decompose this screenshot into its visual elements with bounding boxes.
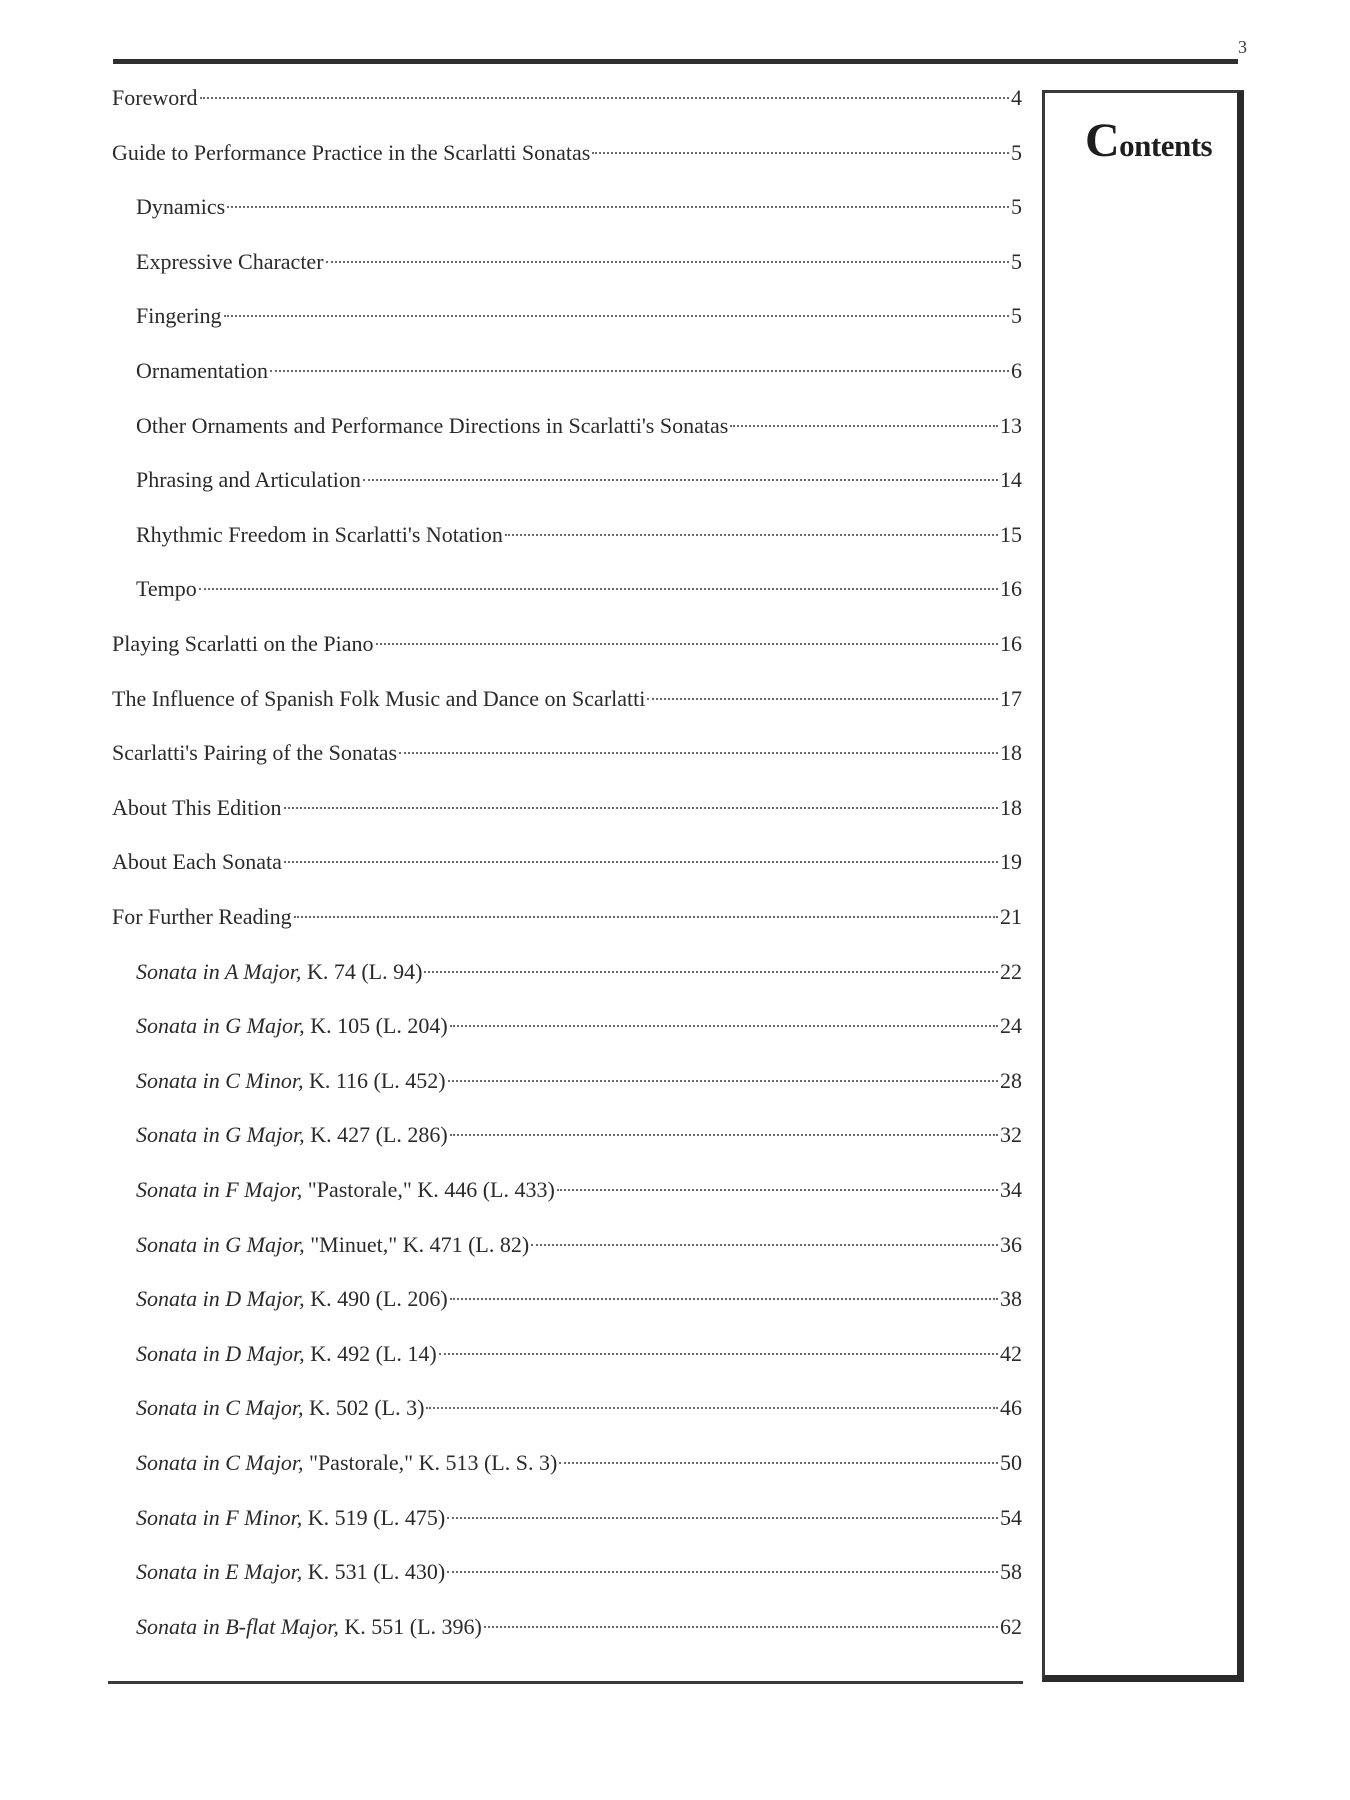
toc-entry-page: 6	[1011, 358, 1022, 383]
toc-entry-page: 14	[1000, 467, 1022, 492]
toc-entry-title	[136, 1065, 446, 1097]
toc-subentry	[136, 410, 1022, 442]
toc-sonata-catalog: K. 531 (L. 430)	[302, 1559, 446, 1584]
toc-sonata-catalog: "Pastorale," K. 513 (L. S. 3)	[303, 1450, 558, 1475]
dot-leader	[199, 588, 998, 590]
dot-leader	[592, 152, 1009, 154]
toc-sonata-entry	[136, 1119, 1022, 1151]
toc-sonata-entry	[136, 956, 1022, 988]
toc-entry-title	[136, 1010, 448, 1042]
toc-entry-title	[136, 1556, 445, 1588]
toc-sonata-entry	[136, 1065, 1022, 1097]
dot-leader	[730, 425, 998, 427]
toc-entry-title	[136, 956, 422, 988]
toc-sonata-entry	[136, 1502, 1022, 1534]
toc-entry-title: Playing Scarlatti on the Piano	[112, 631, 374, 656]
toc-sonata-key: Sonata in F Minor,	[136, 1505, 303, 1530]
toc-entry-title	[136, 1392, 424, 1424]
toc-entry-page: 34	[1000, 1177, 1022, 1202]
toc-entry-title: Foreword	[112, 85, 198, 110]
dot-leader	[647, 698, 998, 700]
dot-leader	[559, 1462, 998, 1464]
toc-entry	[112, 628, 1022, 660]
toc-entry-title	[136, 1119, 448, 1151]
toc-sonata-key: Sonata in A Major,	[136, 959, 302, 984]
toc-entry	[112, 137, 1022, 169]
toc-sonata-key: Sonata in C Major,	[136, 1395, 304, 1420]
toc-entry-page: 46	[1000, 1395, 1022, 1420]
dot-leader	[326, 261, 1009, 263]
toc-entry-title: Scarlatti's Pairing of the Sonatas	[112, 740, 398, 765]
toc-subentry	[136, 300, 1022, 332]
toc-entry-title: Tempo	[136, 576, 197, 601]
toc-entry-title: Guide to Performance Practice in the Scarlatti Sonatas	[112, 140, 591, 165]
dot-leader	[450, 1134, 998, 1136]
toc-sonata-catalog: K. 492 (L. 14)	[304, 1341, 437, 1366]
toc-sonata-key: Sonata in D Major,	[136, 1341, 305, 1366]
toc-entry-title	[136, 1611, 482, 1643]
toc-entry-page: 19	[1000, 849, 1022, 874]
toc-sonata-key: Sonata in D Major,	[136, 1286, 305, 1311]
dot-leader	[294, 916, 998, 918]
toc-entry-title	[136, 1283, 448, 1315]
dot-leader	[227, 206, 1009, 208]
dot-leader	[399, 752, 998, 754]
toc-entry-page: 5	[1011, 249, 1022, 274]
dot-leader	[448, 1080, 998, 1082]
toc-subentry	[136, 355, 1022, 387]
contents-heading-initial: C	[1085, 114, 1120, 167]
contents-heading-rest: ontents	[1119, 128, 1213, 163]
toc-entry-title	[136, 1502, 445, 1534]
toc-sonata-key: Sonata in G Major,	[136, 1122, 305, 1147]
toc-entry-title: Phrasing and Articulation	[136, 467, 361, 492]
top-rule	[113, 59, 1238, 64]
toc-entry-page: 36	[1000, 1232, 1022, 1257]
toc-entry-page: 16	[1000, 576, 1022, 601]
toc-sonata-entry	[136, 1611, 1022, 1643]
dot-leader	[439, 1353, 998, 1355]
toc-entry-title: About This Edition	[112, 795, 282, 820]
toc-entry-title: About Each Sonata	[112, 849, 282, 874]
toc-entry-title: Ornamentation	[136, 358, 268, 383]
dot-leader	[270, 370, 1009, 372]
toc-sonata-catalog: K. 116 (L. 452)	[303, 1068, 446, 1093]
toc-sonata-entry	[136, 1447, 1022, 1479]
toc-sonata-entry	[136, 1174, 1022, 1206]
toc-entry-page: 5	[1011, 140, 1022, 165]
toc-entry-page: 15	[1000, 522, 1022, 547]
toc-sonata-key: Sonata in C Major,	[136, 1450, 304, 1475]
toc-entry-page: 54	[1000, 1505, 1022, 1530]
toc-entry-page: 62	[1000, 1614, 1022, 1639]
toc-sonata-key: Sonata in G Major,	[136, 1232, 305, 1257]
toc-sonata-key: Sonata in E Major,	[136, 1559, 303, 1584]
toc-entry-page: 42	[1000, 1341, 1022, 1366]
toc-entry-page: 32	[1000, 1122, 1022, 1147]
toc-sonata-catalog: K. 105 (L. 204)	[304, 1013, 448, 1038]
dot-leader	[450, 1298, 998, 1300]
toc-sonata-key: Sonata in B-flat Major,	[136, 1614, 339, 1639]
toc-sonata-catalog: "Minuet," K. 471 (L. 82)	[304, 1232, 530, 1257]
toc-entry-page: 21	[1000, 904, 1022, 929]
dot-leader	[447, 1571, 998, 1573]
toc-sonata-catalog: K. 427 (L. 286)	[304, 1122, 448, 1147]
toc-entry-page: 22	[1000, 959, 1022, 984]
toc-entry-page: 4	[1011, 85, 1022, 110]
toc-entry-page: 28	[1000, 1068, 1022, 1093]
toc-sonata-entry	[136, 1229, 1022, 1261]
toc-entry-page: 18	[1000, 740, 1022, 765]
toc-entry-title	[136, 1229, 529, 1261]
toc-entry-title: Expressive Character	[136, 249, 324, 274]
toc-sonata-key: Sonata in F Major,	[136, 1177, 303, 1202]
toc-subentry	[136, 464, 1022, 496]
toc-subentry	[136, 573, 1022, 605]
toc-entry	[112, 901, 1022, 933]
dot-leader	[426, 1407, 998, 1409]
toc-subentry	[136, 519, 1022, 551]
toc-sonata-catalog: K. 490 (L. 206)	[304, 1286, 448, 1311]
toc-entry-title: Fingering	[136, 303, 222, 328]
contents-sidebar	[1042, 90, 1244, 1682]
toc-entry	[112, 683, 1022, 715]
toc-entry-page: 24	[1000, 1013, 1022, 1038]
toc-sonata-key: Sonata in C Minor,	[136, 1068, 304, 1093]
dot-leader	[376, 643, 998, 645]
dot-leader	[557, 1189, 998, 1191]
toc-entry-title: Rhythmic Freedom in Scarlatti's Notation	[136, 522, 503, 547]
toc-entry-title: The Influence of Spanish Folk Music and Dance on Scarlatti	[112, 686, 646, 711]
toc-sonata-catalog: K. 519 (L. 475)	[302, 1505, 446, 1530]
toc-sonata-entry	[136, 1283, 1022, 1315]
toc-entry-title	[136, 1447, 557, 1479]
toc-sonata-catalog: "Pastorale," K. 446 (L. 433)	[302, 1177, 555, 1202]
toc-entry-page: 5	[1011, 303, 1022, 328]
toc-sonata-entry	[136, 1556, 1022, 1588]
toc-sonata-catalog: K. 74 (L. 94)	[301, 959, 423, 984]
dot-leader	[224, 315, 1009, 317]
toc-entry-title: Other Ornaments and Performance Directions in Scarlatti's Sonatas	[136, 413, 729, 438]
dot-leader	[424, 971, 998, 973]
dot-leader	[363, 479, 998, 481]
dot-leader	[447, 1517, 998, 1519]
toc-entry-title	[136, 1338, 437, 1370]
dot-leader	[200, 97, 1009, 99]
dot-leader	[284, 861, 998, 863]
toc-sonata-entry	[136, 1010, 1022, 1042]
toc-entry-page: 5	[1011, 194, 1022, 219]
toc-sonata-catalog: K. 502 (L. 3)	[303, 1395, 425, 1420]
toc-entry-page: 18	[1000, 795, 1022, 820]
toc-entry-page: 16	[1000, 631, 1022, 656]
toc-entry-title: For Further Reading	[112, 904, 292, 929]
page-number: 3	[1238, 37, 1247, 57]
toc-subentry	[136, 191, 1022, 223]
dot-leader	[284, 807, 999, 809]
toc-entry-title	[136, 1174, 555, 1206]
dot-leader	[531, 1244, 998, 1246]
toc-entry	[112, 82, 1022, 114]
dot-leader	[505, 534, 998, 536]
toc-sonata-entry	[136, 1392, 1022, 1424]
toc-entry-page: 58	[1000, 1559, 1022, 1584]
toc-entry-page: 38	[1000, 1286, 1022, 1311]
toc-entry	[112, 792, 1022, 824]
toc-entry-page: 17	[1000, 686, 1022, 711]
toc-subentry	[136, 246, 1022, 278]
contents-heading	[1085, 113, 1212, 168]
toc-entry	[112, 846, 1022, 878]
toc-entry	[112, 737, 1022, 769]
bottom-rule	[108, 1681, 1023, 1684]
toc-sonata-key: Sonata in G Major,	[136, 1013, 305, 1038]
toc-sonata-entry	[136, 1338, 1022, 1370]
toc-entry-title: Dynamics	[136, 194, 226, 219]
toc-entry-page: 13	[1000, 413, 1022, 438]
toc-entry-page: 50	[1000, 1450, 1022, 1475]
dot-leader	[450, 1025, 998, 1027]
toc-sonata-catalog: K. 551 (L. 396)	[338, 1614, 482, 1639]
dot-leader	[484, 1626, 998, 1628]
